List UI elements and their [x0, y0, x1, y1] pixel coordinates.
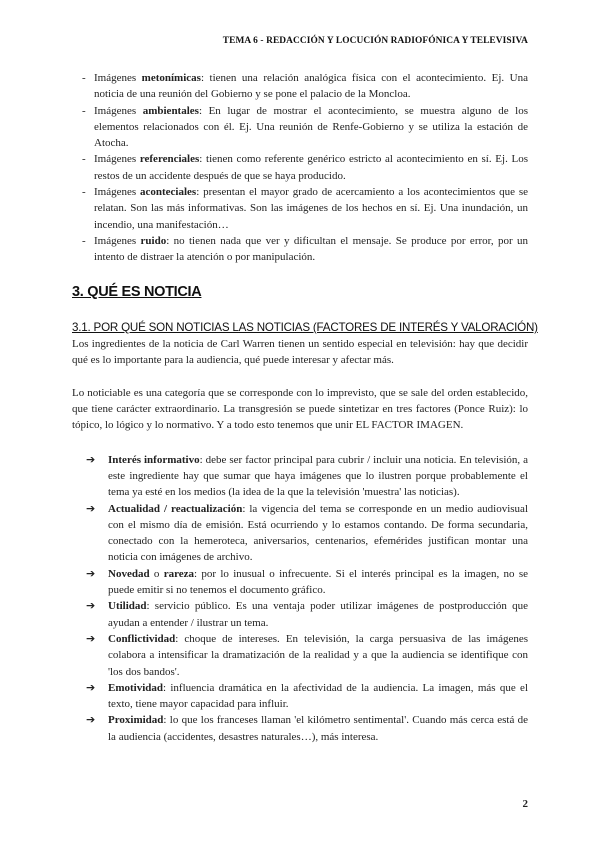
- list-item: [72, 103, 528, 152]
- arrow-bullet-icon: ➔: [86, 566, 96, 580]
- arrow-bullet-icon: ➔: [86, 680, 96, 694]
- item-lead: Imágenes: [94, 104, 143, 117]
- page-number: 2: [522, 798, 528, 810]
- list-item: [72, 631, 528, 680]
- dash-bullet: -: [82, 104, 86, 117]
- item-term: referenciales: [139, 153, 200, 166]
- factor-term: Emotividad: [108, 681, 164, 694]
- item-lead: Imágenes: [94, 234, 141, 247]
- factor-term: Actualidad / reactualización: [108, 502, 243, 515]
- dash-bullet: -: [82, 153, 86, 166]
- item-term: metonímicas: [141, 72, 201, 84]
- dash-bullet: -: [82, 186, 86, 199]
- item-term: ambientales: [142, 104, 199, 117]
- arrow-bullet-icon: ➔: [86, 631, 96, 645]
- factor-text: : influencia dramática en la afectividad de la audiencia. La imagen, más que el texto, tiene mayor capacidad para influir.: [108, 681, 528, 711]
- factor-connector: o: [149, 567, 164, 580]
- arrow-bullet-icon: ➔: [86, 599, 96, 613]
- item-lead: Imágenes: [94, 186, 140, 199]
- item-term: aconteciales: [140, 186, 197, 199]
- list-item: [72, 151, 528, 184]
- item-text: : tienen una relación analógica física con el acontecimiento. Ej. Una noticia de una reunión del Gobierno y se pone el palacio de la Moncloa.: [94, 72, 528, 101]
- item-text: : tienen como referente genérico estricto al acontecimiento en sí. Ej. Los restos de un accidente después de que se haya producido.: [94, 153, 528, 182]
- factor-text: : lo que los franceses llaman 'el kilómetro sentimental'. Cuando más cerca está de la audiencia (accidentes, desastres naturales…), más interesa.: [108, 714, 528, 743]
- arrow-bullet-icon: ➔: [86, 713, 96, 727]
- list-item: [72, 566, 528, 599]
- factor-term: Interés informativo: [108, 453, 200, 466]
- list-item: [72, 501, 528, 566]
- factor-text: : debe ser factor principal para cubrir / incluir una noticia. En televisión, a este ingrediente hay que sumar que haya imágenes que lo ilustren porque probablemente el tema ya esté en los medios (la idea de la que la televisión 'muestra' las noticias).: [108, 453, 529, 499]
- subsection-heading: 3.1. POR QUÉ SON NOTICIAS LAS NOTICIAS (FACTORES DE INTERÉS Y VALORACIÓN): [72, 320, 538, 334]
- list-item: [72, 233, 528, 266]
- factor-term-secondary: rareza: [163, 567, 195, 580]
- factor-text: : la vigencia del tema se corresponde en un medio audiovisual con el mismo día de emisión. Está ocurriendo y lo estamos contando. De forma secundaria, conectado con la hemeroteca, aniversarios, centenarios, efemérides justifican montar una noticia con imágenes de archivo.: [108, 502, 528, 564]
- list-item: [72, 680, 528, 713]
- list-item: [72, 184, 528, 233]
- factor-text: : por lo inusual o infrecuente. Si el interés principal es la imagen, no se puede emitir si no tenemos el documento gráfico.: [108, 567, 528, 597]
- list-item: [72, 70, 528, 103]
- factor-term: Proximidad: [108, 714, 164, 727]
- page-content: [72, 70, 538, 745]
- arrow-bullet-icon: ➔: [86, 501, 96, 515]
- section-heading: 3. QUÉ ES NOTICIA: [72, 283, 202, 300]
- item-lead: Imágenes: [94, 153, 140, 166]
- intro-paragraph: Los ingredientes de la noticia de Carl Warren tienen un sentido especial en televisión: hay que decidir qué es lo importante para la audiencia, qué puede interesar y afectar más.: [72, 338, 528, 367]
- factor-text: : servicio público. Es una ventaja poder utilizar imágenes de postproducción que ayudan a entender / ilustrar un tema.: [108, 600, 528, 629]
- noticiable-paragraph: Lo noticiable es una categoría que se corresponde con lo imprevisto, que se sale del orden establecido, que tiene carácter extraordinario. La transgresión se puede sintetizar en tres factores (Ponce Ruiz): lo tópico, lo lógico y lo normativo. Y a todo esto tenemos que unir EL FACTOR IMAGEN.: [72, 386, 528, 432]
- factors-list: [72, 452, 528, 745]
- item-text: : En lugar de mostrar el acontecimiento, se muestra alguno de los elementos relacionados con él. Ej. Una reunión de Renfe-Gobierno y se utiliza la estación de Atocha.: [94, 104, 528, 150]
- list-item: [72, 452, 528, 501]
- dash-bullet: -: [82, 72, 86, 84]
- running-header: TEMA 6 - REDACCIÓN Y LOCUCIÓN RADIOFÓNICA Y TELEVISIVA: [222, 36, 528, 46]
- item-text: : presentan el mayor grado de acercamiento a los acontecimientos que se relatan. Son las más informativas. Son las imágenes de los hechos en sí. Ej. Una inundación, un incendio, una manifestación…: [94, 186, 528, 231]
- factor-term: Novedad: [108, 567, 150, 580]
- list-item: [72, 598, 528, 631]
- list-item: [72, 712, 528, 745]
- factor-term: Utilidad: [108, 600, 147, 613]
- image-types-list: [72, 70, 528, 266]
- item-lead: Imágenes: [94, 72, 142, 84]
- arrow-bullet-icon: ➔: [86, 452, 96, 466]
- item-text: : no tienen nada que ver y dificultan el mensaje. Se produce por error, por un intento de distraer la atención o por manipulación.: [94, 234, 528, 264]
- dash-bullet: -: [82, 234, 86, 247]
- factor-text: : choque de intereses. En televisión, la carga persuasiva de las imágenes colabora a intensificar la dramatización de la realidad y a que la audiencia se identifique con 'los dos bandos'.: [108, 632, 528, 678]
- factor-term: Conflictividad: [108, 632, 176, 645]
- item-term: ruido: [140, 234, 167, 247]
